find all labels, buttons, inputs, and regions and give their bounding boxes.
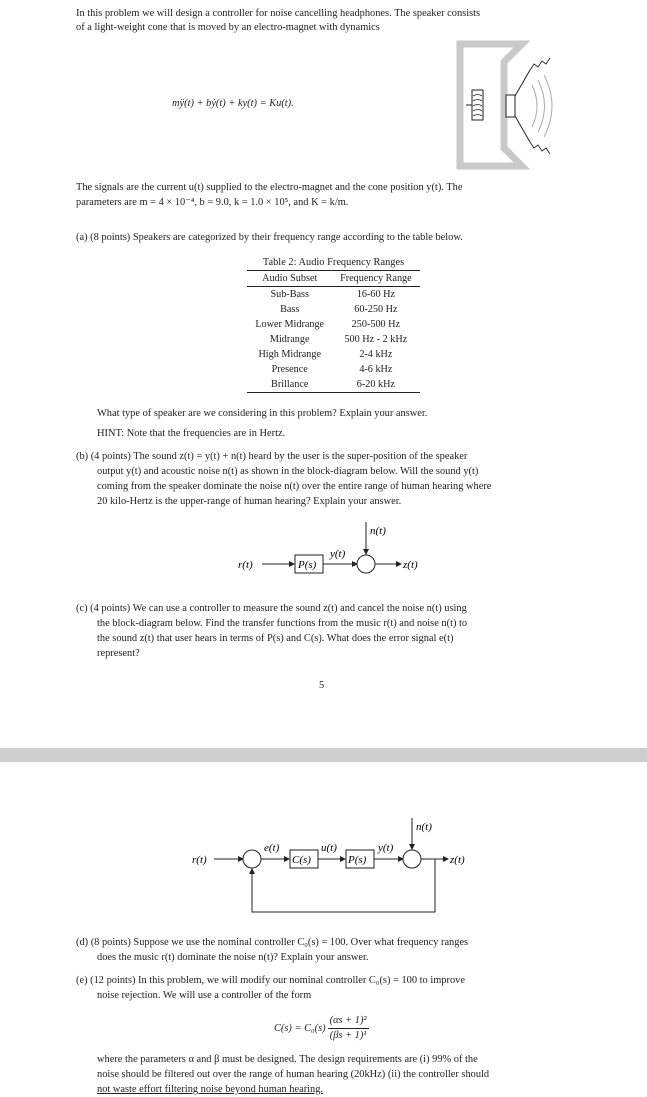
page-separator [0,748,647,762]
page-2 [0,762,647,1096]
diagram-c-c-block: C(s) [292,854,311,866]
requirements-line-1: where the parameters α and β must be designed. The design requirements are (i) 99% of the [97,1054,478,1065]
diagram-c-r-label: r(t) [192,854,207,866]
table-header: Frequency Range [340,273,412,284]
audio-subset-cell: Brillance [271,379,309,390]
part-a-text: (a) (8 points) Speakers are categorized by their frequency range according to the table below. [76,232,463,243]
frequency-range-cell: 60-250 Hz [354,304,398,315]
frequency-range-cell: 4-6 kHz [359,364,393,375]
intro-line-2: of a light-weight cone that is moved by an electro-magnet with dynamics [76,22,380,33]
requirements-line-2: noise should be filtered out over the range of human hearing (20kHz) (ii) the controller should [97,1069,490,1080]
table-caption: Table 2: Audio Frequency Ranges [262,257,405,268]
table-row [247,362,419,377]
audio-subset-cell: High Midrange [258,349,321,360]
diagram-b-n-label: n(t) [370,525,386,537]
table-row [247,317,419,332]
hint-a: HINT: Note that the frequencies are in Hertz. [97,428,286,439]
intro-line-1: In this problem we will design a controller for noise cancelling headphones. The speaker consists [76,8,481,19]
table-row [247,347,419,362]
diagram-b-r-label: r(t) [238,559,253,571]
diagram-c-z-label: z(t) [450,854,465,866]
diagram-c-y-label: y(t) [378,842,394,854]
frequency-range-cell: 250-500 Hz [351,319,401,330]
table-row [247,302,419,317]
part-b-line-4: 20 kilo-Hertz is the upper-range of human hearing? Explain your answer. [97,496,402,507]
part-d-line-1: (d) (8 points) Suppose we use the nominal controller C₀(s) = 100. Over what frequency ranges [76,937,469,948]
dynamics-equation: mÿ(t) + bẏ(t) + ky(t) = Ku(t). [172,98,294,109]
page-number: 5 [319,680,325,691]
part-c-line-2: the block-diagram below. Find the transfer functions from the music r(t) and noise n(t) to [97,618,468,629]
audio-frequency-table [247,270,419,393]
speaker-illustration [452,40,562,170]
frequency-range-cell: 6-20 kHz [356,379,395,390]
table-header: Audio Subset [262,273,318,284]
table-row [247,332,419,347]
part-c-line-3: the sound z(t) that user hears in terms of P(s) and C(s). What does the error signal e(t) [97,633,454,644]
audio-subset-cell: Bass [280,304,300,315]
frequency-range-cell: 2-4 kHz [359,349,393,360]
part-b-line-2: output y(t) and acoustic noise n(t) as shown in the block-diagram below. Will the sound y(t) [97,466,479,477]
controller-equation [274,1010,369,1046]
frequency-range-cell: 500 Hz - 2 kHz [344,334,408,345]
controller-denominator: (βs + 1)¹ [329,1029,367,1041]
diagram-b-z-label: z(t) [403,559,418,571]
diagram-b-p-block: P(s) [298,559,317,571]
part-b-line-1: (b) (4 points) The sound z(t) = y(t) + n(t) heard by the user is the super-position of the speaker [76,451,468,462]
signals-line-1: The signals are the current u(t) supplied to the electro-magnet and the cone position y(t). The [76,182,463,193]
signals-line-2: parameters are m = 4 × 10⁻⁴, b = 9.0, k = 1.0 × 10⁵, and K = k/m. [76,197,349,208]
diagram-c-p-block: P(s) [348,854,367,866]
frequency-range-cell: 16-60 Hz [356,289,395,300]
part-b-line-3: coming from the speaker dominate the noise n(t) over the entire range of human hearing where [97,481,492,492]
diagram-b-y-label: y(t) [330,548,346,560]
diagram-c-n-label: n(t) [416,821,432,833]
requirements-line-3: not waste effort filtering noise beyond human hearing. [97,1084,324,1095]
table-row [247,377,419,393]
part-e-line-1: (e) (12 points) In this problem, we will modify our nominal controller C₀(s) = 100 to improve [76,975,465,986]
question-a: What type of speaker are we considering in this problem? Explain your answer. [97,408,428,419]
audio-subset-cell: Midrange [269,334,310,345]
diagram-c-u-label: u(t) [321,842,337,854]
part-e-line-2: noise rejection. We will use a controller of the form [97,990,312,1001]
part-c-line-4: represent? [97,648,140,659]
table-row [247,287,419,303]
diagram-c-e-label: e(t) [264,842,280,854]
block-diagram-c [190,818,480,918]
audio-subset-cell: Presence [271,364,308,375]
part-c-line-1: (c) (4 points) We can use a controller to measure the sound z(t) and cancel the noise n(t) using [76,603,467,614]
block-diagram-b [236,520,436,590]
controller-fraction [328,1014,369,1043]
controller-numerator: (αs + 1)² [328,1014,369,1029]
audio-subset-cell: Sub-Bass [270,289,309,300]
part-d-line-2: does the music r(t) dominate the noise n(t)? Explain your answer. [97,952,369,963]
audio-table-wrapper [226,256,441,393]
audio-subset-cell: Lower Midrange [255,319,325,330]
controller-lhs: C(s) = C₀(s) [274,1022,326,1034]
